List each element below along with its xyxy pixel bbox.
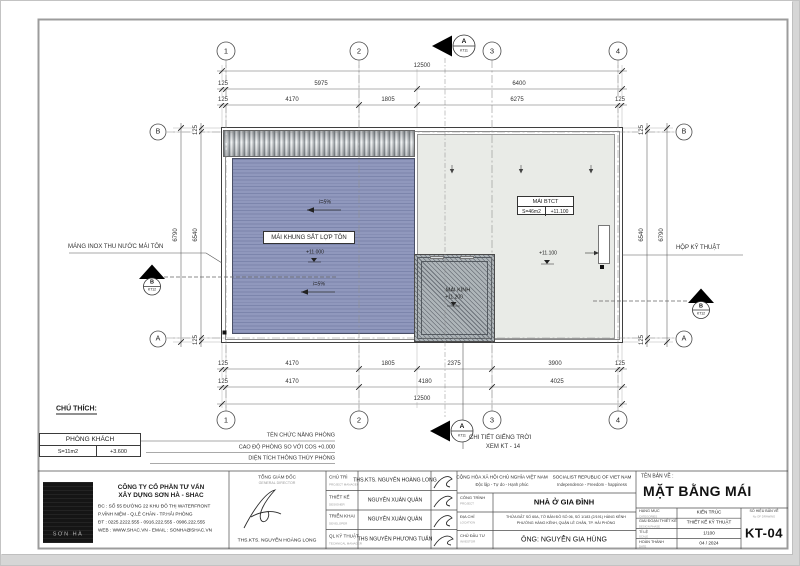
slope-label: i=5% bbox=[318, 199, 332, 206]
legend-note: TÊN CHỨC NĂNG PHÒNG bbox=[266, 432, 335, 439]
glass-roof-label: MÁI KÍNH bbox=[445, 287, 471, 294]
grid-col-label: 3 bbox=[489, 415, 495, 425]
grid-row-label: A bbox=[681, 335, 687, 343]
grid-bubbles bbox=[147, 42, 692, 429]
staff-role-en: DESIGNER bbox=[329, 502, 345, 506]
concrete-roof-area: S=46m2 bbox=[518, 207, 546, 216]
gutter-note: MÁNG INOX THU NƯỚC MÁI TÔN bbox=[68, 244, 164, 250]
legend-room-name: PHÒNG KHÁCH bbox=[40, 434, 140, 446]
company-name-line1: CÔNG TY CỔ PHẦN TƯ VẤN bbox=[117, 483, 205, 491]
dwg-row-label: HẠNG MỤC bbox=[639, 509, 660, 514]
tech-box-note: HỘP KỸ THUẬT bbox=[675, 245, 721, 251]
dim-label: 4170 bbox=[285, 361, 299, 367]
staff-role: TRIỂN KHAI bbox=[329, 513, 355, 519]
dim-label: 1805 bbox=[381, 361, 395, 367]
flow-arrow bbox=[594, 251, 599, 255]
legend-title: CHÚ THÍCH: bbox=[56, 405, 97, 413]
metal-roof-label: MÁI KHUNG SẮT LỢP TÔN bbox=[271, 234, 347, 241]
republic-vn: CỘNG HÒA XÃ HỘI CHỦ NGHĨA VIỆT NAM bbox=[456, 474, 548, 480]
dim-label: 12500 bbox=[413, 396, 431, 402]
drain-marker bbox=[600, 265, 604, 269]
dim-label: 125 bbox=[217, 81, 229, 87]
slope-arrow bbox=[307, 207, 314, 212]
legend-note: DIỆN TÍCH THÔNG THỦY PHÒNG bbox=[248, 454, 335, 461]
dwg-row-label-en: CATEGORIES bbox=[639, 514, 658, 519]
slope-arrow bbox=[301, 289, 308, 294]
investor-name: ÔNG: NGUYỄN GIA HÙNG bbox=[521, 536, 607, 544]
dim-label: 125 bbox=[193, 334, 199, 346]
metal-roof-label-box bbox=[263, 231, 355, 244]
level-flag bbox=[451, 302, 457, 306]
section-sheet-ref: KT11 bbox=[458, 432, 466, 437]
company-logo-text: SƠN HÀ bbox=[52, 531, 84, 538]
company-web-email: WEB : WWW.SHAC.VN - EMAIL : SONHA@SHAC.VN bbox=[98, 527, 212, 533]
section-letter: A bbox=[459, 422, 465, 430]
company-name-line2: XÂY DỰNG SƠN HÀ - SHAC bbox=[118, 491, 204, 499]
dim-label: 6400 bbox=[512, 81, 526, 87]
dwg-row-value: KIẾN TRÚC bbox=[696, 509, 722, 515]
drain-arrow bbox=[519, 169, 523, 174]
grid-col-label: 1 bbox=[223, 46, 229, 56]
dwg-row-value: 04 / 2024 bbox=[699, 540, 719, 546]
level-flag bbox=[544, 260, 550, 264]
staff-role: THIẾT KẾ bbox=[329, 494, 350, 500]
dwg-row-label-en: DESIGN PHASE bbox=[639, 524, 660, 529]
staff-role: QL KỸ THUẬT bbox=[329, 533, 359, 539]
project-label-en: PROJECT bbox=[460, 501, 475, 506]
staff-role-en: TECHNICAL MANAGER bbox=[329, 541, 362, 545]
legend-room-level: +3.600 bbox=[110, 448, 127, 455]
republic-vn-motto: Độc lập - Tự do - Hạnh phúc bbox=[475, 481, 529, 487]
level-value: +11.200 bbox=[445, 294, 463, 301]
dim-label: 6540 bbox=[193, 228, 199, 242]
dim-label: 5975 bbox=[314, 81, 328, 87]
dwg-row-label-en: SCALE bbox=[639, 534, 649, 539]
dim-label: 6790 bbox=[659, 228, 665, 242]
section-letter: B bbox=[150, 279, 154, 286]
drawing-title: MẶT BẰNG MÁI bbox=[643, 483, 752, 499]
dwg-number: KT-04 bbox=[745, 525, 783, 541]
grid-lines bbox=[167, 60, 677, 411]
staff-role-en: DEVELOPER bbox=[329, 521, 348, 526]
project-label: CÔNG TRÌNH bbox=[460, 495, 486, 500]
legend-room-tag bbox=[39, 433, 141, 457]
location-label-en: LOCATION bbox=[460, 520, 476, 525]
grid-col-label: 4 bbox=[615, 415, 621, 425]
director-title-en: GENERAL DIRECTOR bbox=[258, 481, 296, 486]
company-address: ĐC : SỐ 55 ĐƯỜNG 22 KHU ĐÔ THỊ WATERFRONT bbox=[98, 503, 211, 509]
dwg-row-label: TỈ LỆ bbox=[639, 529, 649, 534]
legend-room-area: S=11m2 bbox=[40, 446, 97, 457]
dim-label: 6275 bbox=[510, 97, 524, 103]
republic-en-motto: Independence - Freedom - happiness bbox=[557, 481, 627, 487]
location-label: ĐỊA CHỈ bbox=[460, 514, 475, 519]
grid-col-label: 3 bbox=[489, 46, 495, 56]
investor-label-en: INVESTOR bbox=[460, 539, 476, 544]
director-name: THS.KTS. NGUYỄN HOÀNG LONG bbox=[237, 538, 317, 544]
concrete-roof-label: MÁI BTCT bbox=[518, 197, 573, 207]
drain-arrow bbox=[589, 169, 593, 174]
level-value: +11.100 bbox=[539, 250, 557, 257]
location-line1: THỬA ĐẤT SỐ 60A, TỜ BẢN ĐỒ SỐ 06, SỐ 1/183 (2/191) HÀNG KÊNH bbox=[506, 514, 626, 519]
grid-row-label: A bbox=[155, 335, 161, 343]
dim-label: 125 bbox=[639, 334, 645, 346]
drain-arrow bbox=[450, 169, 454, 174]
dim-label: 125 bbox=[217, 379, 229, 385]
dim-label: 4025 bbox=[550, 379, 564, 385]
dim-label: 6790 bbox=[173, 228, 179, 242]
location-line2: PHƯỜNG HÀNG KÊNH, QUẬN LÊ CHÂN, TP. HẢI PHÒNG bbox=[516, 521, 616, 526]
dwg-row-value: THIẾT KẾ KỸ THUẬT bbox=[686, 519, 732, 525]
drawing-name-label: TÊN BẢN VẼ : bbox=[641, 473, 674, 480]
grid-col-label: 2 bbox=[356, 415, 362, 425]
skylight-note-ref: XEM KT - 14 bbox=[485, 444, 521, 450]
dim-label: 125 bbox=[614, 97, 626, 103]
section-letter: A bbox=[461, 37, 467, 45]
dwg-row-value: 1/100 bbox=[703, 530, 715, 536]
dwg-number-label-en: No OF DRAWING bbox=[752, 514, 776, 519]
dim-label: 3900 bbox=[548, 361, 562, 367]
company-address: P.VĨNH NIỆM - Q.LÊ CHÂN - TP.HẢI PHÒNG bbox=[98, 511, 193, 517]
grid-col-label: 4 bbox=[615, 46, 621, 56]
dim-label: 125 bbox=[614, 361, 626, 367]
grid-row-label: B bbox=[681, 128, 687, 136]
republic-en: SOCIALIST REPUBLIC OF VIET NAM bbox=[552, 474, 632, 480]
dim-label: 12500 bbox=[413, 63, 431, 69]
level-value: +11.000 bbox=[306, 249, 324, 256]
dim-label: 125 bbox=[193, 124, 199, 136]
dimension-lines bbox=[181, 71, 667, 404]
skylight-note: CHI TIẾT GIẾNG TRỜI bbox=[469, 435, 532, 441]
legend-note: CAO ĐỘ PHÒNG SO VỚI COS +0.000 bbox=[238, 443, 335, 450]
staff-name: THS NGUYỄN PHƯƠNG TUẤN bbox=[357, 535, 433, 542]
project-name: NHÀ Ở GIA ĐÌNH bbox=[533, 497, 595, 507]
grid-col-label: 1 bbox=[223, 415, 229, 425]
concrete-roof-level: +11.100 bbox=[550, 208, 569, 215]
slope-label: i=5% bbox=[312, 281, 326, 288]
dwg-row-label: HOÀN THÀNH bbox=[639, 539, 665, 544]
dim-label: 4170 bbox=[285, 97, 299, 103]
dim-label: 1805 bbox=[381, 97, 395, 103]
dwg-row-label: GIAI ĐOẠN THIẾT KẾ bbox=[639, 519, 677, 524]
section-sheet-ref: KT12 bbox=[696, 310, 706, 315]
dim-label: 6540 bbox=[639, 228, 645, 242]
staff-name: NGUYỄN XUÂN QUÂN bbox=[367, 516, 423, 523]
dim-label: 125 bbox=[639, 124, 645, 136]
dim-label: 2375 bbox=[447, 361, 461, 367]
section-letter: B bbox=[699, 302, 703, 309]
grid-row-label: B bbox=[155, 128, 161, 136]
dwg-number-label: SỐ HIỆU BẢN VẼ bbox=[749, 509, 779, 514]
staff-name: THS.KTS. NGUYỄN HOÀNG LONG bbox=[353, 477, 437, 484]
dim-label: 4170 bbox=[285, 379, 299, 385]
corner-marker bbox=[223, 331, 227, 335]
section-sheet-ref: KT11 bbox=[460, 47, 468, 52]
investor-label: CHỦ ĐẦU TƯ bbox=[460, 533, 486, 538]
company-phone: ĐT : 0225.2222.555 - 0916.222.555 - 0906.222.555 bbox=[98, 519, 206, 525]
grid-col-label: 2 bbox=[356, 46, 362, 56]
dim-label: 4180 bbox=[418, 379, 432, 385]
staff-name: NGUYỄN XUÂN QUÂN bbox=[367, 496, 423, 503]
dwg-row-label-en: DATE bbox=[639, 544, 647, 549]
concrete-roof-label-box bbox=[517, 196, 574, 215]
staff-role: CHỦ TRÌ bbox=[329, 474, 348, 480]
director-title: TỔNG GIÁM ĐỐC bbox=[258, 474, 296, 480]
level-flag bbox=[311, 258, 317, 262]
section-b-cut-line bbox=[164, 277, 687, 301]
dimension-ticks bbox=[178, 68, 670, 407]
section-sheet-ref: KT12 bbox=[147, 287, 157, 292]
dim-label: 125 bbox=[217, 97, 229, 103]
dim-label: 125 bbox=[217, 361, 229, 367]
staff-role-en: PROJECT MANAGER bbox=[329, 482, 359, 487]
